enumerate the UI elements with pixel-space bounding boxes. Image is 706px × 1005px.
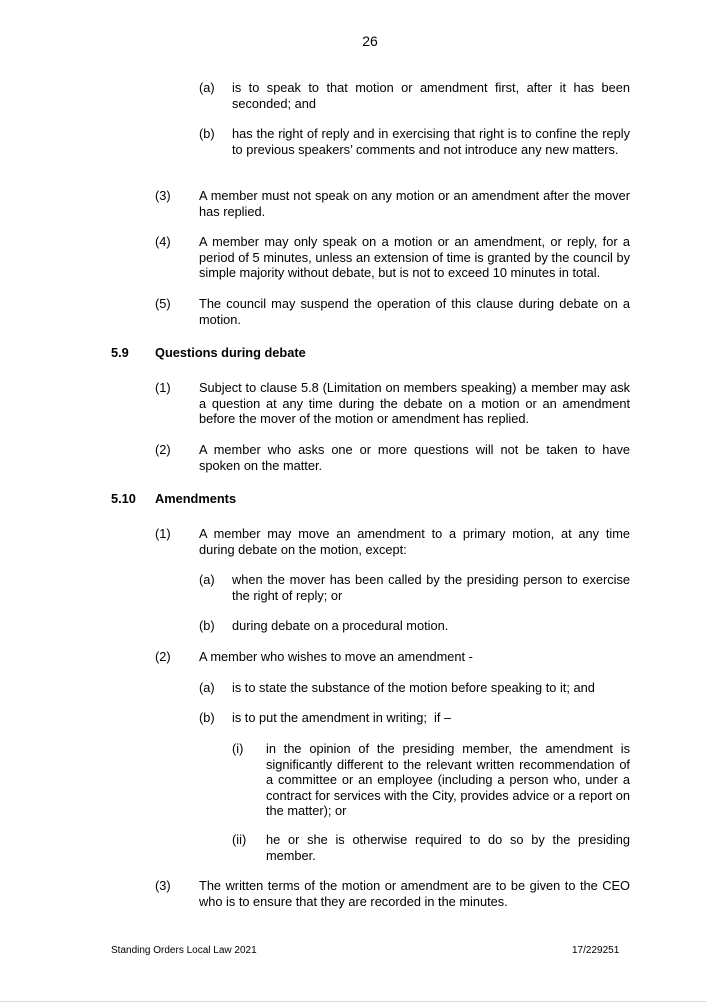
item-label: (a) <box>199 572 215 587</box>
item-label: (4) <box>155 234 171 249</box>
page-bottom-edge <box>0 1001 706 1002</box>
item-text: when the mover has been called by the presiding person to exercise the right of reply; or <box>232 572 630 603</box>
page-number: 26 <box>362 33 378 49</box>
item-label: (3) <box>155 878 171 893</box>
item-label: (b) <box>199 618 215 633</box>
item-label: (3) <box>155 188 171 203</box>
item-text: A member who wishes to move an amendment - <box>199 649 473 664</box>
item-label: (1) <box>155 526 171 541</box>
footer-title: Standing Orders Local Law 2021 <box>111 945 257 956</box>
item-text: A member may only speak on a motion or an amendment, or reply, for a period of 5 minutes, unless an extension of time is granted by the council by simple majority without debate, but is not to exceed 10 minutes in total. <box>199 234 630 281</box>
item-text: is to put the amendment in writing; if – <box>232 710 452 725</box>
item-text: Subject to clause 5.8 (Limitation on members speaking) a member may ask a question at any time during the debate on a motion or an amendment before the mover of the motion or amendment has replied. <box>199 380 630 427</box>
item-text: The written terms of the motion or amendment are to be given to the CEO who is to ensure that they are recorded in the minutes. <box>199 878 630 909</box>
item-label: (a) <box>199 80 215 95</box>
item-label: (ii) <box>232 832 247 847</box>
item-text: in the opinion of the presiding member, the amendment is significantly different to the relevant written recommendation of a committee or an employee (including a person who, under a contract for services with the City, provides advice or a report on the matter); or <box>266 741 630 819</box>
item-label: (2) <box>155 442 171 457</box>
item-text: is to speak to that motion or amendment first, after it has been seconded; and <box>232 80 630 111</box>
section-title: Questions during debate <box>155 345 306 360</box>
item-label: (b) <box>199 710 215 725</box>
item-text: A member who asks one or more questions will not be taken to have spoken on the matter. <box>199 442 630 473</box>
section-number: 5.10 <box>111 491 136 506</box>
section-number: 5.9 <box>111 345 129 360</box>
footer-reference: 17/229251 <box>572 945 620 956</box>
item-text: he or she is otherwise required to do so by the presiding member. <box>266 832 630 863</box>
item-label: (b) <box>199 126 215 141</box>
item-text: during debate on a procedural motion. <box>232 618 449 633</box>
item-label: (i) <box>232 741 244 756</box>
item-label: (1) <box>155 380 171 395</box>
section-title: Amendments <box>155 491 237 506</box>
item-label: (a) <box>199 680 215 695</box>
item-label: (2) <box>155 649 171 664</box>
item-label: (5) <box>155 296 171 311</box>
item-text: has the right of reply and in exercising that right is to confine the reply to previous speakers’ comments and not introduce any new matters. <box>232 126 630 157</box>
item-text: The council may suspend the operation of this clause during debate on a motion. <box>199 296 630 327</box>
item-text: A member may move an amendment to a primary motion, at any time during debate on the motion, except: <box>199 526 630 557</box>
item-text: is to state the substance of the motion before speaking to it; and <box>232 680 595 695</box>
item-text: A member must not speak on any motion or an amendment after the mover has replied. <box>199 188 630 219</box>
